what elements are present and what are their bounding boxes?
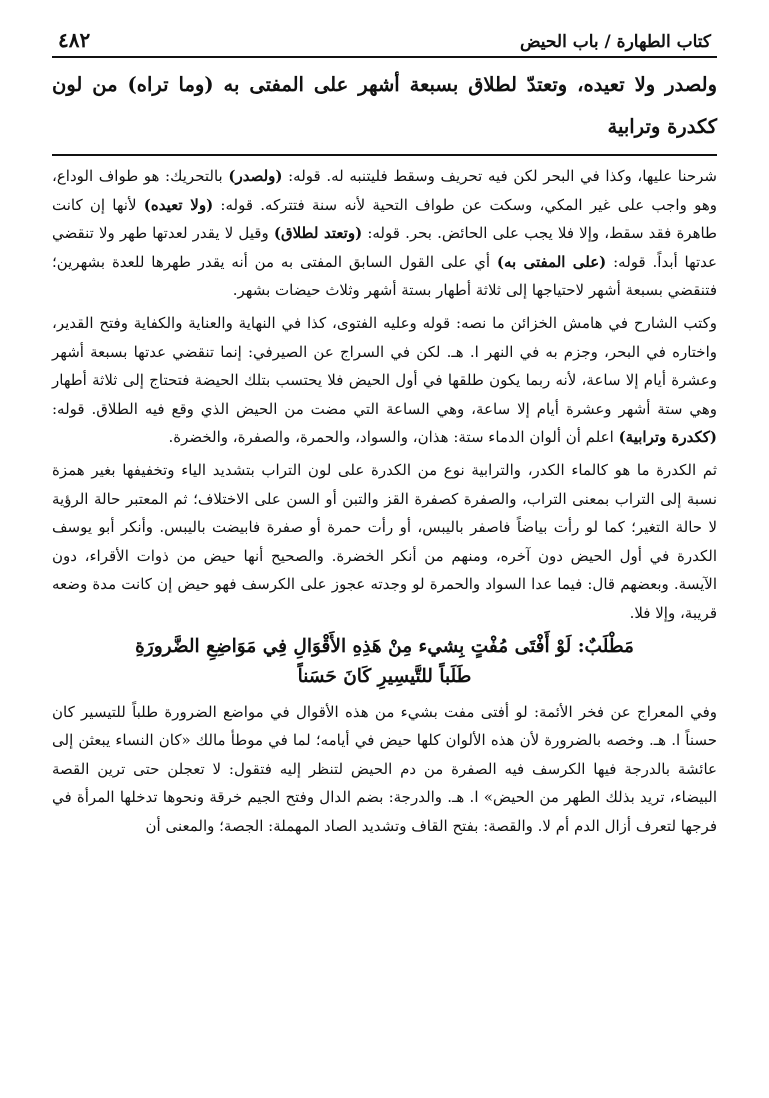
running-header [52, 28, 717, 58]
quoted-phrase: (ولصدر) [228, 167, 283, 185]
main-text-segment: من لون ككدرة وترابية [52, 73, 717, 138]
section-heading [52, 632, 717, 692]
section-heading-line: طَلَباً للتَّيسِيرِ كَانَ حَسَناً [297, 665, 472, 687]
quoted-phrase: (ولا تعيده) [143, 195, 214, 214]
main-text-quote: (وما تراه) [127, 73, 214, 96]
main-text-segment: ولصدر ولا تعيده، وتعتدّ لطلاق بسبعة أشهر على المفتى به [213, 73, 717, 96]
commentary-paragraph: وفي المعراج عن فخر الأئمة: لو أفتى مفت بشيء من هذه الأقوال في مواضع الضرورة طلباً للتيسير كان حسناً ا. هـ. وخصه بالضرورة لأن هذه الألوان كلها حيض في أيامه؛ لما في موطأ مالك «كان النساء يبعثن إلى عائشة بالدرجة فيها الكرسف فيه الصفرة من دم الحيض لتنظر إليه فتقول: لا تعجلن حتى ترين القصة البيضاء، تريد بذلك الطهر من الحيض» ا. هـ. والدرجة: بضم الدال وفتح الجيم خرقة ونحوها تدخلها المرأة في فرجها لتعرف أزال الدم أم لا. والقصة: بفتح القاف وتشديد الصاد المهملة: الجصة؛ والمعنى أن [52, 702, 717, 835]
section-heading-line: مَطْلَبٌ: لَوْ أَفْتَى مُفْتٍ بِشيء مِنْ هَذِهِ الأَقْوَالِ فِي مَوَاضِعِ الضَّرورَةِ [135, 635, 634, 657]
quoted-phrase: (على المفتى به) [496, 252, 607, 271]
quoted-phrase: (ككدرة وترابية) [618, 428, 717, 447]
text-segment: وكتب الشارح في هامش الخزائن ما نصه: قوله وعليه الفتوى، كذا في النهاية والعناية والكفاية وفتح القدير، واختاره في البحر، وجزم به في النهر ا. هـ. لكن في السراج عن الصيرفي: إنما تنقضي عدتها بسبعة أشهر وعشرة أيام إلا ساعة، لأنه ربما يكون طلقها في أول الحيض فلا يحتسب بتلك الحيضة فتحتاج إلى ثلاثة أطهار وهي ستة أشهر وعشرة أيام إلا ساعة، وهي الساعة التي مضت من الحيض الذي وقع فيه الطلاق. قوله: [52, 313, 717, 418]
commentary [52, 162, 717, 840]
commentary-paragraph [52, 309, 717, 452]
header-title: كتاب الطهارة / باب الحيض [519, 32, 711, 52]
text-segment: لأنها إن كانت طاهرة فقد سقط، وإلا فلا يجب على الحائض. بحر. قوله: [52, 195, 717, 243]
commentary-paragraph [52, 162, 717, 305]
quoted-phrase: (وتعتد لطلاق) [273, 224, 363, 243]
text-segment: وقيل لا يقدر لعدتها طهر ولا تنقضي عدتها أبداً. قوله: [52, 224, 717, 271]
text-segment: بالتحريك: هو طواف الوداع، وهو واجب على غير المكي، وسكت عن طواف التحية لأنه سنة فتتركه. قوله: [52, 167, 717, 214]
text-segment: شرحنا عليها، وكذا في البحر لكن فيه تحريف وسقط فليتنبه له. قوله: [282, 167, 717, 185]
commentary-paragraph: ثم الكدرة ما هو كالماء الكدر، والترابية نوع من الكدرة على لون التراب بتشديد الياء وتخفيفها بغير همزة نسبة إلى التراب بمعنى التراب، والصفرة كصفرة القز والتبن أو السن على الاختلاف؛ ثم المعتبر حالة الرؤية لا حالة التغير؛ كما لو رأت بياضاً فاصفر باليبس، أو رأت حمرة أو صفرة فابيضت باليبس. وأنكر أبو يوسف الكدرة في أول الحيض دون آخره، ومنهم من أنكر الخضرة. والصحيح أنها حيض من ذوات الأقراء، دون الآيسة. وبعضهم قال: فيما عدا السواد والحمرة لو وجدته عجوز على الكرسف فهو حيض إن كانت مدة وضعه قريبة، وإلا فلا. [52, 460, 717, 622]
main-text [52, 64, 717, 156]
text-segment: اعلم أن ألوان الدماء ستة: هذان، والسواد، والحمرة، والصفرة، والخضرة. [168, 428, 619, 447]
page-number: ٤٨٢ [58, 28, 91, 52]
text-segment: أي على القول السابق المفتى به من أنه يقدر طهرها للعدة بشهرين؛ فتنقضي بسبعة أشهر لاحتياجها إلى ثلاثة أطهار بستة أشهر وثلاث حيضات بشهر. [52, 252, 717, 300]
